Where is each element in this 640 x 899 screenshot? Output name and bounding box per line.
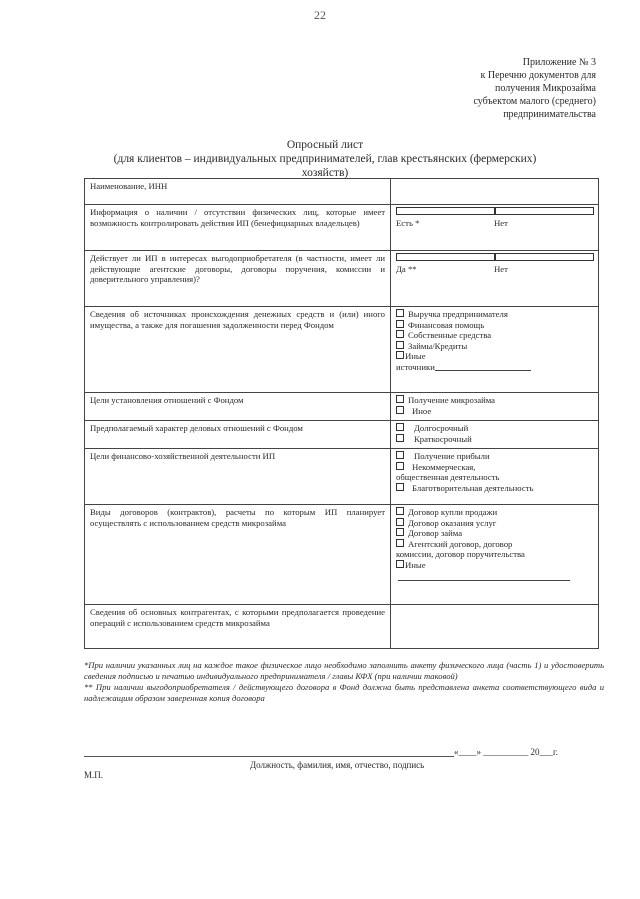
title-sub: (для клиентов – индивидуальных предпринимателей, глав крестьянских (фермерских): [113, 153, 537, 165]
signature-caption: Должность, фамилия, имя, отчество, подпись: [250, 760, 425, 770]
checkbox-icon[interactable]: [396, 518, 404, 526]
title-main: Опросный лист: [286, 139, 364, 151]
option-label: Займы/Кредиты: [408, 340, 468, 351]
answer-relation-purpose: [391, 393, 599, 421]
option-other[interactable]: [396, 351, 593, 362]
page-number: 22: [314, 8, 326, 22]
option-no[interactable]: [494, 207, 598, 228]
answer-beneficiary-party: [391, 251, 599, 307]
checkbox-icon[interactable]: [396, 341, 404, 349]
option-yes[interactable]: [396, 207, 494, 228]
option-label: Договор оказания услуг: [408, 517, 497, 528]
checkbox-icon[interactable]: [396, 462, 404, 470]
checkbox-icon[interactable]: [396, 507, 404, 515]
option-label: Нет: [494, 217, 508, 228]
checkbox-icon[interactable]: [494, 253, 594, 261]
question-funds-source: Сведения об источниках происхождения денежных средств и (или) иного имущества, а также для погашения задолженности перед Фондом: [85, 307, 391, 393]
table-row: [85, 307, 599, 393]
question-activity-goals: Цели финансово-хозяйственной деятельности ИП: [85, 449, 391, 505]
answer-contract-types: [391, 505, 599, 605]
option-other-sources: [396, 362, 593, 373]
option-label: Иные: [405, 351, 426, 362]
checkbox-icon[interactable]: [494, 207, 594, 215]
signature-date[interactable]: «____» __________ 20___г.: [454, 747, 558, 757]
option-label: источники: [396, 361, 435, 372]
checkbox-icon[interactable]: [396, 451, 404, 459]
checkbox-icon[interactable]: [396, 330, 404, 338]
table-row: [85, 205, 599, 251]
option-no[interactable]: [494, 253, 598, 274]
option-non-commercial[interactable]: [396, 462, 593, 473]
option-label: Да **: [396, 263, 417, 274]
option-label: Некоммерческая,: [412, 461, 476, 472]
option-own-funds[interactable]: [396, 330, 593, 341]
answer-funds-source: [391, 307, 599, 393]
option-sale-contract[interactable]: [396, 507, 593, 518]
option-loans[interactable]: [396, 341, 593, 352]
appendix-line: Приложение № 3: [522, 57, 596, 68]
option-long-term[interactable]: [396, 423, 593, 434]
answer-name-inn-field[interactable]: [391, 179, 599, 205]
option-agency-contract[interactable]: [396, 539, 593, 550]
question-contract-types: Виды договоров (контрактов), расчеты по которым ИП планирует осуществлять с использованием средств микрозайма: [85, 505, 391, 605]
table-row: [85, 393, 599, 421]
answer-beneficiaries: [391, 205, 599, 251]
question-beneficiaries: Информация о наличии / отсутствии физических лиц, которые имеет возможность контролировать действия ИП (бенефициарных владельцев): [85, 205, 391, 251]
option-label: Договор займа: [408, 528, 463, 539]
question-relation-character: Предполагаемый характер деловых отношений с Фондом: [85, 421, 391, 449]
appendix-header: [376, 56, 596, 121]
checkbox-icon[interactable]: [396, 423, 404, 431]
option-yes[interactable]: [396, 253, 494, 274]
option-financial-aid[interactable]: [396, 320, 593, 331]
checkbox-icon[interactable]: [396, 434, 404, 442]
option-label: Агентский договор, договор: [408, 538, 513, 549]
option-label: Долгосрочный: [414, 423, 469, 433]
option-loan-contract[interactable]: [396, 528, 593, 539]
appendix-line: субъектом малого (среднего): [473, 96, 596, 107]
checkbox-icon[interactable]: [396, 351, 404, 359]
answer-relation-character: [391, 421, 599, 449]
option-label: Есть *: [396, 217, 420, 228]
answer-activity-goals: [391, 449, 599, 505]
option-label: Получение прибыли: [414, 451, 490, 461]
question-counterparties: Сведения об основных контрагентах, с которыми предполагается проведение операций с использованием средств микрозайма: [85, 605, 391, 649]
question-beneficiary-party: Действует ли ИП в интересах выгодоприобретателя (в частности, имеет ли действующие агентские договоры, договоры поручения, комиссии и доверительного управления)?: [85, 251, 391, 307]
checkbox-icon[interactable]: [396, 395, 404, 403]
checkbox-icon[interactable]: [396, 483, 404, 491]
table-row: [85, 449, 599, 505]
question-relation-purpose: Цели установления отношений с Фондом: [85, 393, 391, 421]
appendix-line: к Перечню документов для: [480, 70, 596, 81]
other-sources-input[interactable]: [435, 362, 531, 371]
option-revenue[interactable]: [396, 309, 593, 320]
option-charity[interactable]: [396, 483, 593, 494]
option-profit[interactable]: [396, 451, 593, 462]
option-other[interactable]: [396, 406, 593, 417]
checkbox-icon[interactable]: [396, 253, 496, 261]
option-label: Финансовая помощь: [408, 319, 485, 330]
option-agency-contract-cont: комиссии, договор поручительства: [396, 549, 525, 560]
checkbox-icon[interactable]: [396, 207, 496, 215]
option-label: Нет: [494, 263, 508, 274]
signature-field[interactable]: [84, 756, 454, 757]
option-label: Иное: [412, 405, 432, 416]
option-label: Иные: [405, 559, 426, 570]
table-row: [85, 251, 599, 307]
stamp-place: М.П.: [84, 770, 104, 780]
other-contracts-input[interactable]: [398, 571, 570, 581]
appendix-line: получения Микрозайма: [494, 83, 596, 94]
footnote-2: ** При наличии выгодоприобретателя / действующего договора в Фонд должна быть представлена анкета соответствующего вида и надлежащим образом заверенная копия договора: [84, 682, 604, 703]
checkbox-icon[interactable]: [396, 560, 404, 568]
form-title: [95, 138, 555, 180]
appendix-line: предпринимательства: [503, 109, 596, 120]
checkbox-icon[interactable]: [396, 528, 404, 536]
option-label: Собственные средства: [408, 330, 492, 341]
option-non-commercial-cont: общественная деятельность: [396, 472, 500, 483]
table-row: [85, 179, 599, 205]
answer-counterparties-field[interactable]: [391, 605, 599, 649]
checkbox-icon[interactable]: [396, 320, 404, 328]
question-name-inn: Наименование, ИНН: [85, 179, 391, 205]
questionnaire-table: [84, 178, 599, 649]
option-label: Благотворительная деятельность: [412, 482, 534, 493]
checkbox-icon[interactable]: [396, 406, 404, 414]
checkbox-icon[interactable]: [396, 539, 404, 547]
title-sub-end: хозяйств): [301, 167, 349, 179]
option-microloan[interactable]: [396, 395, 593, 406]
option-other[interactable]: [396, 560, 593, 571]
option-services-contract[interactable]: [396, 518, 593, 529]
table-row: [85, 421, 599, 449]
option-label: Договор купли продажи: [408, 507, 498, 517]
option-label: Получение микрозайма: [408, 395, 496, 405]
footnotes: [84, 660, 604, 704]
option-label: Выручка предпринимателя: [408, 309, 508, 319]
checkbox-icon[interactable]: [396, 309, 404, 317]
option-short-term[interactable]: [396, 434, 593, 445]
table-row: [85, 505, 599, 605]
footnote-1: *При наличии указанных лиц на каждое такое физическое лицо необходимо заполнить анкету физического лица (часть 1) и удостоверить сведения подписью и печатью индивидуального предпринимателя / главы КФХ (при наличии таковой): [84, 660, 604, 681]
option-label: Краткосрочный: [414, 433, 472, 444]
table-row: [85, 605, 599, 649]
